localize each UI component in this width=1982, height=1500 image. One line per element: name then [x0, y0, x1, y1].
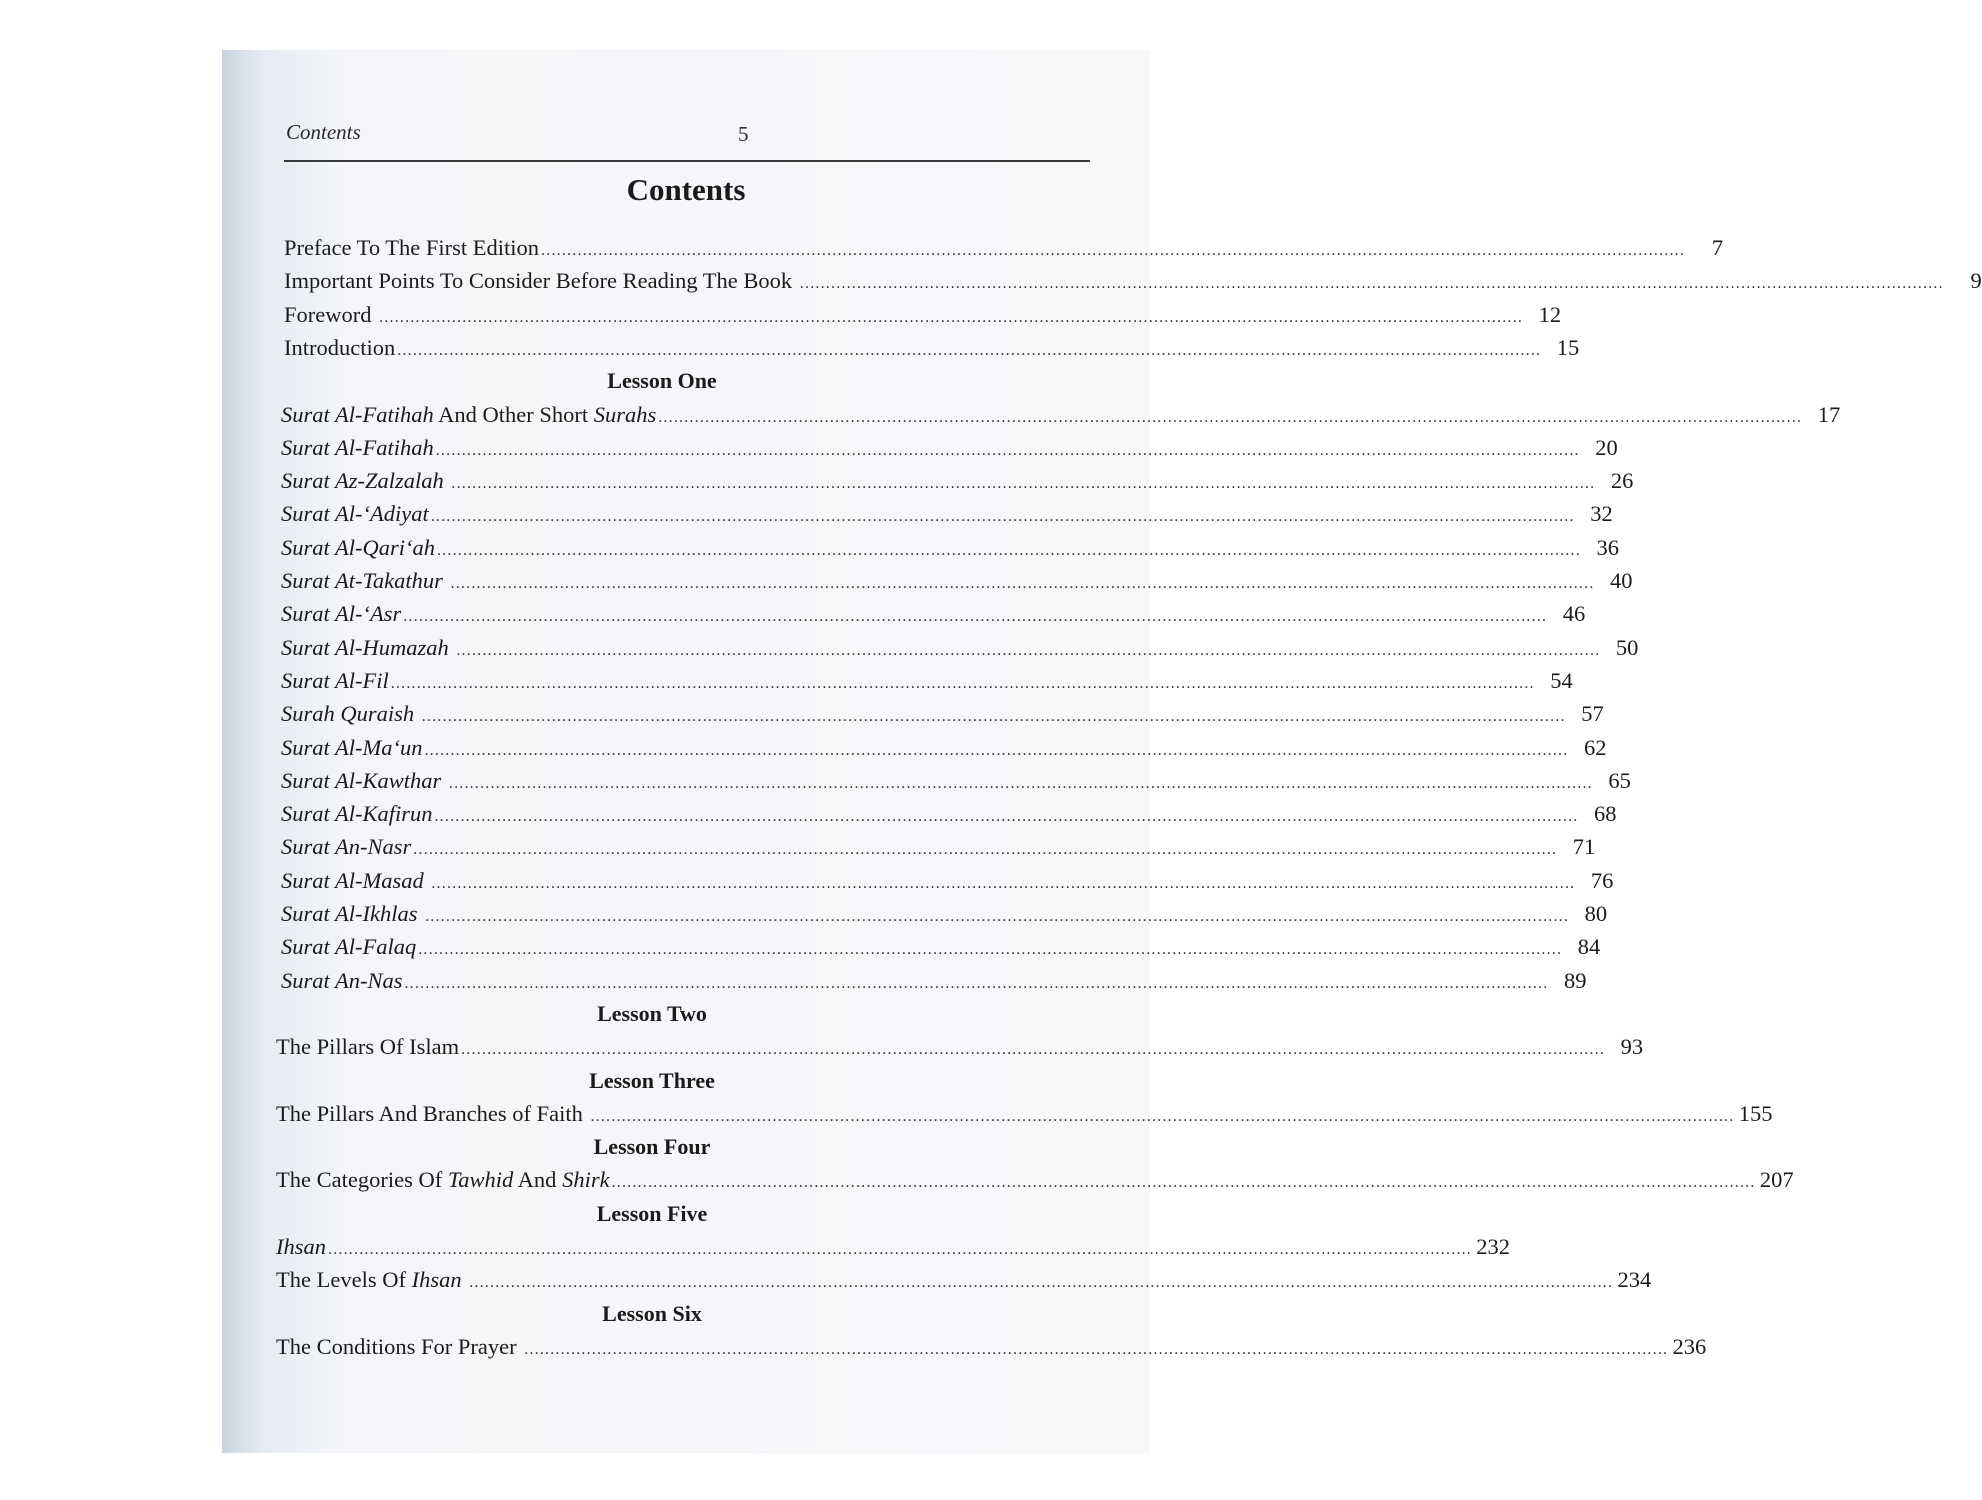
toc-entry: [281, 666, 1573, 696]
dot-leader: ............................................................................................................................................................................................................................: [379, 308, 1524, 326]
toc-page-number: 236: [1672, 1333, 1707, 1359]
toc-entry: [281, 766, 1631, 796]
lesson-heading: Lesson Two: [597, 1000, 707, 1026]
toc-entry-title-part: Surat Al-Kawthar: [281, 767, 447, 793]
toc-page-number: 84: [1577, 934, 1601, 960]
toc-entry: [281, 400, 1841, 430]
dot-leader: ............................................................................................................................................................................................................................: [448, 774, 1593, 792]
toc-entry-title-part: Surat Al-‘Adiyat: [281, 501, 429, 527]
toc-entry: [276, 1332, 1707, 1362]
toc-entry: [281, 932, 1601, 962]
toc-entry: [276, 1032, 1644, 1062]
dot-leader: ............................................................................................................................................................................................................................: [658, 408, 1803, 426]
toc-entry-title-part: Foreword: [284, 301, 378, 327]
toc-entry-title: [276, 1265, 467, 1295]
toc-entry-title-part: Surat Al-Masad: [281, 867, 430, 893]
dot-leader: ............................................................................................................................................................................................................................: [469, 1274, 1614, 1292]
toc-entry: [276, 1232, 1510, 1262]
toc-entry-title: [281, 566, 449, 596]
toc-entry-title-part: Shirk: [562, 1167, 610, 1193]
toc-entry-title-part: Surat Az-Zalzalah: [281, 468, 450, 494]
dot-leader: ............................................................................................................................................................................................................................: [328, 1241, 1472, 1258]
toc-entry-title: [276, 1332, 522, 1362]
toc-entry-title-part: The Levels Of: [276, 1267, 412, 1293]
lesson-heading: Lesson Four: [593, 1134, 711, 1160]
toc-entry-title-part: Surat Al-Humazah: [281, 634, 455, 660]
toc-page-number: 232: [1476, 1234, 1510, 1259]
toc-page-number: 36: [1596, 534, 1619, 560]
toc-entry-title: [284, 333, 395, 363]
toc-entry: [281, 566, 1633, 596]
dot-leader: ............................................................................................................................................................................................................................: [451, 475, 1596, 493]
toc-entry-title-part: Surat An-Nas: [281, 967, 403, 993]
toc-entry-title-part: The Categories Of: [276, 1167, 448, 1193]
page-number: 5: [738, 122, 749, 146]
toc-entry-title: [281, 899, 423, 929]
toc-entry-title-part: Surat Al-Falaq: [281, 934, 417, 960]
toc-entry-title-part: Surat Al-Ma‘un: [281, 734, 423, 760]
toc-page-number: 71: [1572, 834, 1596, 860]
toc-entry-title-part: Preface To The First Edition: [284, 235, 540, 260]
toc-page-number: 80: [1584, 901, 1608, 926]
toc-entry-title-part: And Other Short: [433, 401, 594, 427]
toc-page-number: 46: [1562, 601, 1586, 627]
toc-entry-title: [281, 932, 416, 962]
dot-leader: ............................................................................................................................................................................................................................: [541, 242, 1686, 259]
toc-entry-title: [281, 966, 402, 996]
dot-leader: ............................................................................................................................................................................................................................: [435, 441, 1580, 459]
toc-entry-title-part: Surat Al-‘Asr: [281, 601, 402, 627]
toc-entry: [281, 599, 1586, 629]
toc-page-number: 7: [1711, 235, 1724, 260]
toc-page-number: 62: [1583, 734, 1607, 760]
toc-entry-title: [281, 433, 434, 463]
dot-leader: ............................................................................................................................................................................................................................: [397, 341, 1542, 359]
toc-page-number: 155: [1738, 1100, 1773, 1126]
toc-entry-title-part: Ihsan: [276, 1234, 326, 1259]
toc-entry-title: [284, 266, 798, 296]
toc-entry-title-part: Surat An-Nasr: [281, 834, 412, 860]
toc-entry-title: [281, 400, 656, 430]
dot-leader: ............................................................................................................................................................................................................................: [404, 974, 1549, 992]
toc-entry-title: [281, 766, 447, 796]
toc-entry: [281, 466, 1634, 496]
toc-entry-title: [281, 699, 420, 729]
toc-entry: [281, 966, 1587, 996]
dot-leader: ............................................................................................................................................................................................................................: [456, 641, 1601, 659]
toc-page-number: 15: [1556, 334, 1580, 360]
book-page: [222, 50, 1982, 1453]
toc-entry: [281, 433, 1618, 463]
dot-leader: ............................................................................................................................................................................................................................: [590, 1107, 1735, 1125]
toc-entry: [276, 1099, 1773, 1129]
toc-page-number: 26: [1610, 468, 1634, 494]
toc-entry: [276, 1165, 1794, 1195]
toc-entry-title: [281, 666, 389, 696]
toc-entry-title: [276, 1165, 610, 1195]
toc-entry-title-part: [462, 1267, 468, 1292]
toc-entry-title-part: The Conditions For Prayer: [276, 1333, 523, 1359]
toc-entry-title: [281, 466, 449, 496]
toc-entry-title-part: Introduction: [284, 334, 396, 360]
lesson-heading: Lesson Three: [589, 1067, 715, 1093]
table-of-contents: [222, 50, 1982, 1453]
toc-entry-title-part: And: [513, 1167, 563, 1193]
dot-leader: ............................................................................................................................................................................................................................: [436, 541, 1581, 559]
toc-entry-title-part: Surah Quraish: [281, 701, 420, 727]
toc-entry: [281, 799, 1617, 829]
toc-page-number: 207: [1759, 1167, 1794, 1193]
toc-entry-title: [284, 233, 539, 263]
toc-entry-title-part: Surat Al-Fatihah: [281, 434, 434, 460]
toc-entry-title-part: Ihsan: [411, 1267, 462, 1293]
dot-leader: ............................................................................................................................................................................................................................: [425, 908, 1570, 925]
toc-entry: [281, 899, 1608, 929]
toc-entry: [281, 533, 1619, 563]
toc-entry-title: [281, 866, 429, 896]
toc-entry-title: [281, 799, 432, 829]
dot-leader: ............................................................................................................................................................................................................................: [434, 808, 1579, 826]
toc-entry-title-part: Important Points To Consider Before Reading The Book: [284, 268, 798, 294]
toc-entry: [284, 266, 1982, 296]
toc-entry-title: [284, 300, 377, 330]
toc-entry: [281, 699, 1604, 729]
dot-leader: ............................................................................................................................................................................................................................: [421, 708, 1566, 726]
running-title: Contents: [286, 120, 361, 144]
dot-leader: ............................................................................................................................................................................................................................: [799, 275, 1944, 293]
toc-entry-title-part: The Pillars Of Islam: [276, 1034, 460, 1060]
toc-entry-title: [281, 633, 454, 663]
toc-page-number: 57: [1581, 701, 1604, 727]
lesson-heading: Lesson Six: [602, 1300, 702, 1326]
dot-leader: ............................................................................................................................................................................................................................: [524, 1340, 1669, 1358]
dot-leader: ............................................................................................................................................................................................................................: [431, 874, 1576, 892]
toc-entry-title: [281, 832, 411, 862]
lesson-heading: Lesson Five: [596, 1200, 708, 1226]
toc-entry: [276, 1265, 1652, 1295]
toc-page-number: 12: [1538, 301, 1562, 327]
toc-entry-title: [281, 499, 429, 529]
toc-page-number: 68: [1593, 801, 1617, 827]
toc-entry: [281, 832, 1596, 862]
toc-entry: [284, 333, 1580, 363]
toc-entry-title-part: Surat At-Takathur: [281, 568, 449, 593]
toc-entry-title-part: Surat Al-Kafirun: [281, 801, 433, 827]
toc-page-number: 93: [1620, 1034, 1644, 1060]
toc-entry-title: [276, 1232, 326, 1262]
toc-entry-title-part: Surat Al-Ikhlas: [281, 901, 424, 926]
lesson-heading: Lesson One: [607, 368, 717, 394]
toc-page-number: 20: [1595, 434, 1618, 460]
toc-entry-title-part: Surat Al-Qari‘ah: [281, 534, 435, 560]
dot-leader: ............................................................................................................................................................................................................................: [390, 674, 1535, 692]
toc-page-number: 9: [1970, 268, 1982, 294]
toc-page-number: 40: [1610, 568, 1633, 593]
page-title: Contents: [626, 172, 746, 207]
dot-leader: ............................................................................................................................................................................................................................: [430, 508, 1575, 526]
toc-page-number: 17: [1817, 401, 1841, 427]
toc-page-number: 234: [1617, 1267, 1652, 1293]
dot-leader: ............................................................................................................................................................................................................................: [461, 1041, 1606, 1059]
dot-leader: ............................................................................................................................................................................................................................: [450, 575, 1595, 592]
toc-entry-title-part: Tawhid: [447, 1167, 514, 1193]
toc-entry-title: [276, 1099, 588, 1129]
toc-entry: [284, 300, 1562, 330]
toc-entry: [281, 499, 1613, 529]
toc-entry-title: [276, 1032, 459, 1062]
toc-page-number: 32: [1590, 501, 1613, 527]
toc-page-number: 54: [1550, 667, 1573, 693]
toc-entry-title-part: Surahs: [593, 401, 657, 427]
dot-leader: ............................................................................................................................................................................................................................: [418, 941, 1563, 959]
dot-leader: ............................................................................................................................................................................................................................: [403, 608, 1548, 626]
toc-entry-title-part: Surat Al-Fil: [281, 667, 389, 693]
toc-page-number: 65: [1608, 767, 1631, 793]
toc-entry: [281, 733, 1607, 763]
dot-leader: ............................................................................................................................................................................................................................: [413, 841, 1558, 859]
toc-page-number: 76: [1590, 867, 1614, 893]
toc-entry: [281, 866, 1614, 896]
toc-entry: [284, 233, 1724, 263]
dot-leader: ............................................................................................................................................................................................................................: [611, 1174, 1756, 1192]
toc-entry-title-part: The Pillars And Branches of Faith: [276, 1100, 589, 1126]
dot-leader: ............................................................................................................................................................................................................................: [424, 741, 1569, 759]
toc-entry-title: [281, 733, 422, 763]
toc-entry-title: [281, 599, 401, 629]
toc-page-number: 89: [1563, 967, 1587, 993]
toc-entry: [281, 633, 1639, 663]
toc-page-number: 50: [1615, 634, 1639, 660]
toc-entry-title: [281, 533, 435, 563]
toc-entry-title-part: Surat Al-Fatihah: [281, 401, 434, 427]
